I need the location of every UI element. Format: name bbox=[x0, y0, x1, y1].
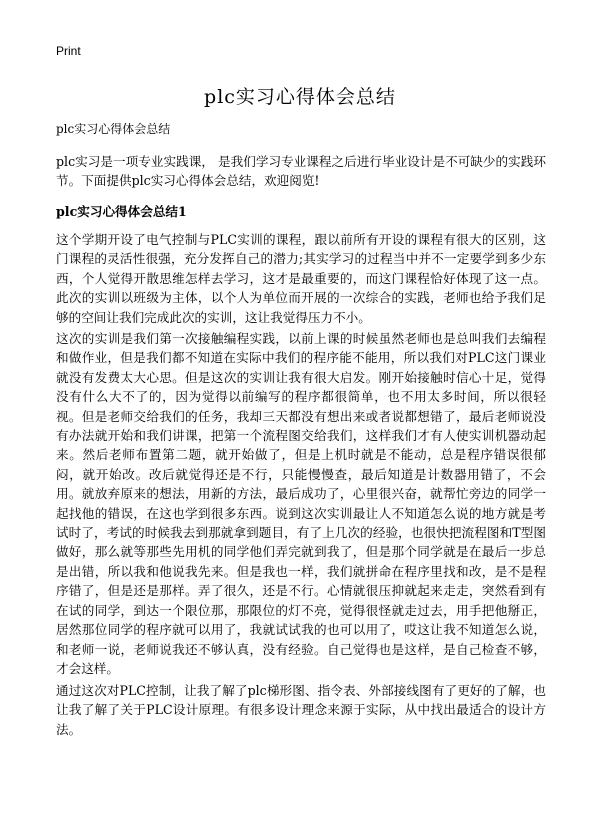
body-paragraph-3: 通过这次对PLC控制，让我了解了plc梯形图、指令表、外部接线图有了更好的了解，也让我了解了关于PLC设计原理。有很多设计理念来源于实际，从中找出最适合的设计方法。 bbox=[56, 683, 546, 737]
section-heading: plc实习心得体会总结1 bbox=[56, 204, 187, 219]
page-title: plc实习心得体会总结 bbox=[204, 86, 396, 108]
body-paragraph-2: 这次的实训是我们第一次接触编程实践，以前上课的时候虽然老师也是总叫我们去编程和做作业，但是我们都不知道在实际中我们的程序能不能用，所以我们对PLC这门课业就没有发费太大心思。但是这次的实训让我有很大启发。刚开始接触时信心十足，觉得没有什么大不了的，因为觉得以前编写的程序都很简单，也不用太多时间，所以很轻视。但是老师交给我们的任务，我却三天都没有想出来或者说都想错了，最后老师说没有办法就开始和我们讲课，把第一个流程图交给我们，这样我们才有人使实训机器动起来。然后老师布置第二题，就开始做了，但是上机时就是不能动，总是程序错误很郁闷，就开始改。改后就觉得还是不行，只能慢慢查，最后知道是计数器用错了，不会用。就放弃原来的想法，用新的方法，最后成功了，心里很兴奋，就帮忙旁边的同学一起找他的错误，在这也学到很多东西。说到这次实训最让人不知道怎么说的地方就是考试时了，考试的时候我去到那就拿到题目，有了上几次的经验，也很快把流程图和T型图做好，那么就等那些先用机的同学他们弄完就到我了，但是那个同学就是在最后一步总是出错，所以我和他说我先来。但是我也一样，我们就拼命在程序里找和改，是不是程序错了，但是还是那样。弄了很久，还是不行。心情就很压抑就起来走走，突然看到有在试的同学，到达一个限位那，那限位的灯不亮，觉得很怪就走过去，用手把他掰正，居然那位同学的程序就可以用了，我就试试我的也可以用了，哎这让我不知道怎么说，和老师一说，老师说我还不够认真，没有经验。自己觉得也是这样，是自己检查不够，才会这样。 bbox=[56, 331, 546, 676]
document-subtitle: plc实习心得体会总结 bbox=[56, 122, 171, 136]
print-link[interactable]: Print bbox=[56, 44, 81, 58]
intro-paragraph: plc实习是一项专业实践课， 是我们学习专业课程之后进行毕业设计是不可缺少的实践环节。下面提供plc实习心得体会总结，欢迎阅览! bbox=[56, 154, 546, 189]
body-paragraph-1: 这个学期开设了电气控制与PLC实训的课程，跟以前所有开设的课程有很大的区别，这门课程的灵活性很强，充分发挥自己的潜力;其实学习的过程当中并不一定要学到多少东西，个人觉得开散思维怎样去学习，这才是最重要的，而这门课程恰好体现了这一点。此次的实训以班级为主体，以个人为单位而开展的一次综合的实践，老师也给予我们足够的空间让我们完成此次的实训，这让我觉得压力不小。 bbox=[56, 232, 546, 325]
